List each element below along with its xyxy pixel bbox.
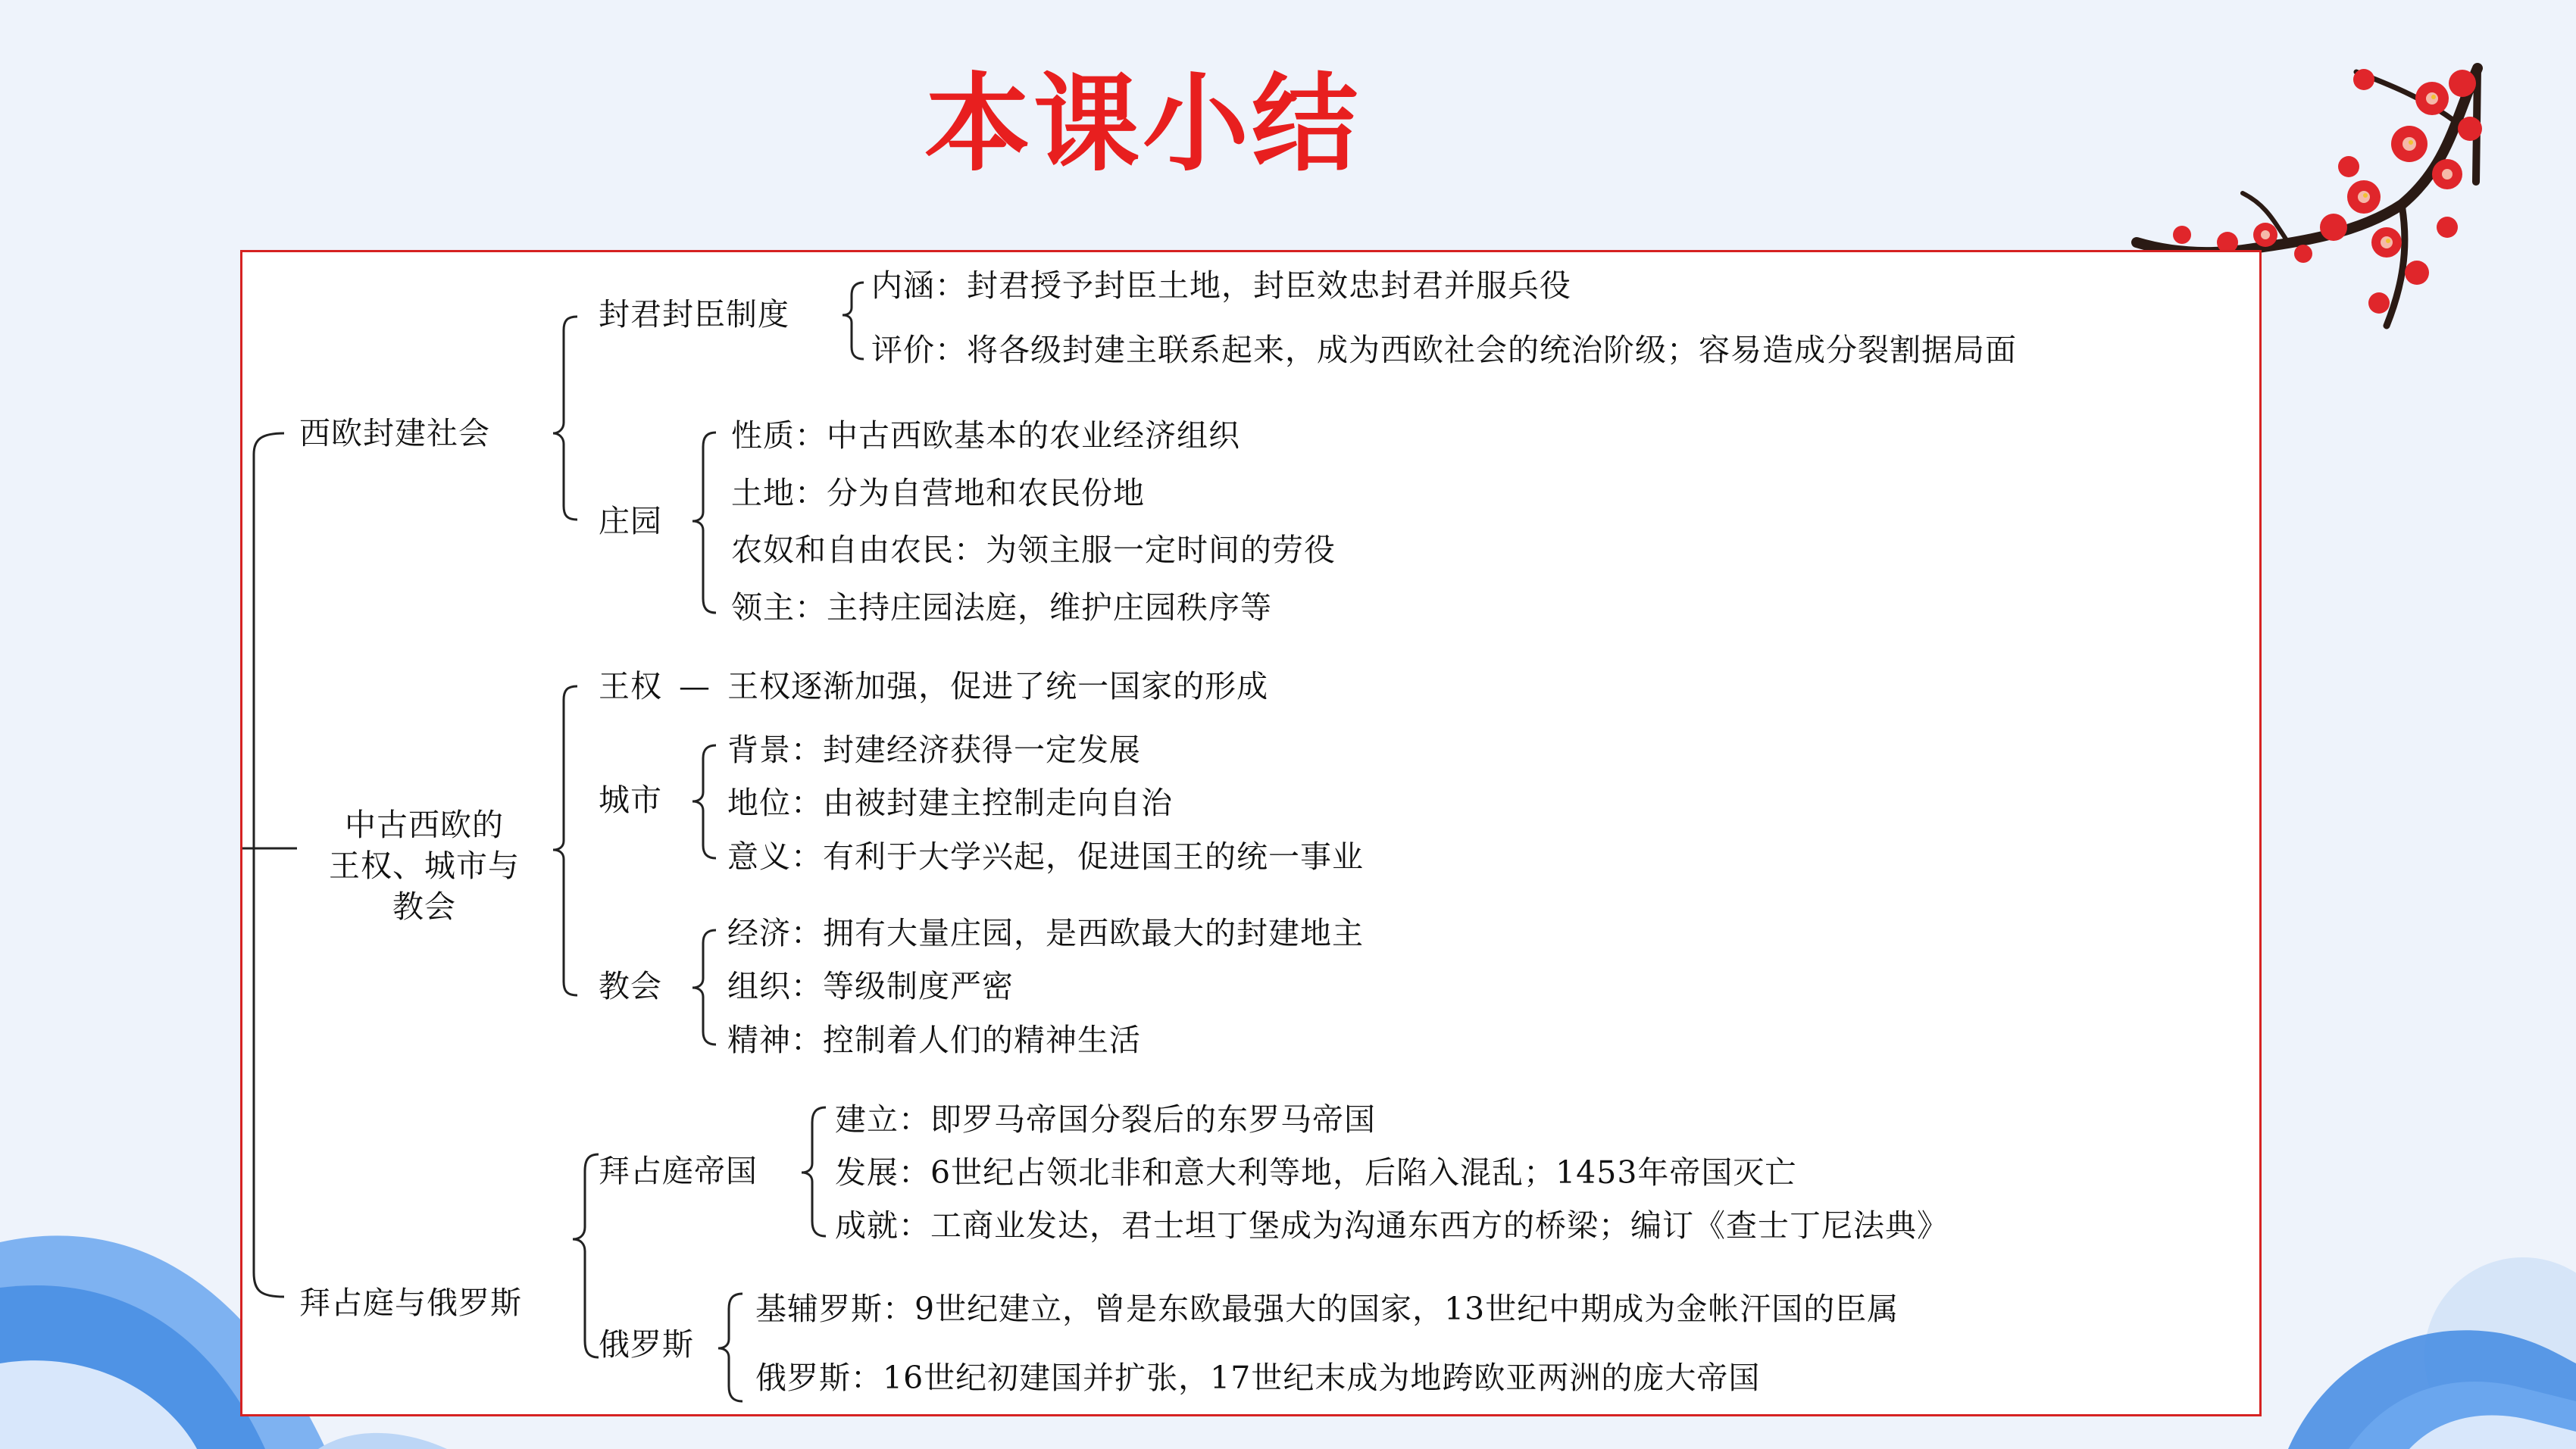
kingship-text: 王权逐渐加强，促进了统一国家的形成 [727,668,1269,704]
node-medieval-line-3: 教会 [392,888,456,925]
russia-item: 俄罗斯：16世纪初建国并扩张，17世纪末成为地跨欧亚两洲的庞大帝国 [755,1360,1761,1396]
church-item: 组织：等级制度严密 [727,968,1014,1004]
church-item: 经济：拥有大量庄园，是西欧最大的封建地主 [727,915,1364,951]
node-medieval-line-2: 王权、城市与 [329,848,520,884]
node-byzantine-empire: 拜占庭帝国 [599,1153,758,1189]
node-church: 教会 [599,968,662,1004]
page-title: 本课小结 [924,63,1361,186]
byzantium-item: 建立：即罗马帝国分裂后的东罗马帝国 [835,1101,1376,1138]
church-item: 精神：控制着人们的精神生活 [727,1022,1141,1058]
manor-item: 土地：分为自营地和农民份地 [731,475,1145,511]
node-medieval-kingship-city-church [311,804,538,927]
node-byzantium-russia: 拜占庭与俄罗斯 [299,1285,522,1321]
node-fiefdom-system: 封君封臣制度 [599,296,789,333]
node-russia: 俄罗斯 [599,1326,694,1363]
manor-item: 领主：主持庄园法庭，维护庄园秩序等 [731,589,1272,626]
russia-item: 基辅罗斯：9世纪建立，曾是东欧最强大的国家，13世纪中期成为金帐汗国的臣属 [755,1291,1899,1327]
node-feudal-society: 西欧封建社会 [299,415,490,451]
kingship-dash: — [679,668,711,704]
node-city: 城市 [599,782,662,818]
city-item: 地位：由被封建主控制走向自治 [727,785,1173,821]
byzantium-item: 成就：工商业发达，君士坦丁堡成为沟通东西方的桥梁；编订《查士丁尼法典》 [835,1207,1949,1244]
city-item: 意义：有利于大学兴起，促进国王的统一事业 [727,838,1364,875]
manor-item: 性质：中古西欧基本的农业经济组织 [731,417,1240,454]
kingship-label: 王权 [599,668,662,704]
manor-item: 农奴和自由农民：为领主服一定时间的劳役 [731,532,1336,568]
node-medieval-line-1: 中古西欧的 [345,807,504,843]
node-manor: 庄园 [599,503,662,539]
fiefdom-item: 评价：将各级封建主联系起来，成为西欧社会的统治阶级；容易造成分裂割据局面 [871,332,2017,368]
fiefdom-item: 内涵：封君授予封臣土地，封臣效忠封君并服兵役 [871,267,1571,304]
byzantium-item: 发展：6世纪占领北非和意大利等地，后陷入混乱；1453年帝国灭亡 [835,1154,1797,1191]
node-kingship [599,668,1269,704]
city-item: 背景：封建经济获得一定发展 [727,732,1141,768]
